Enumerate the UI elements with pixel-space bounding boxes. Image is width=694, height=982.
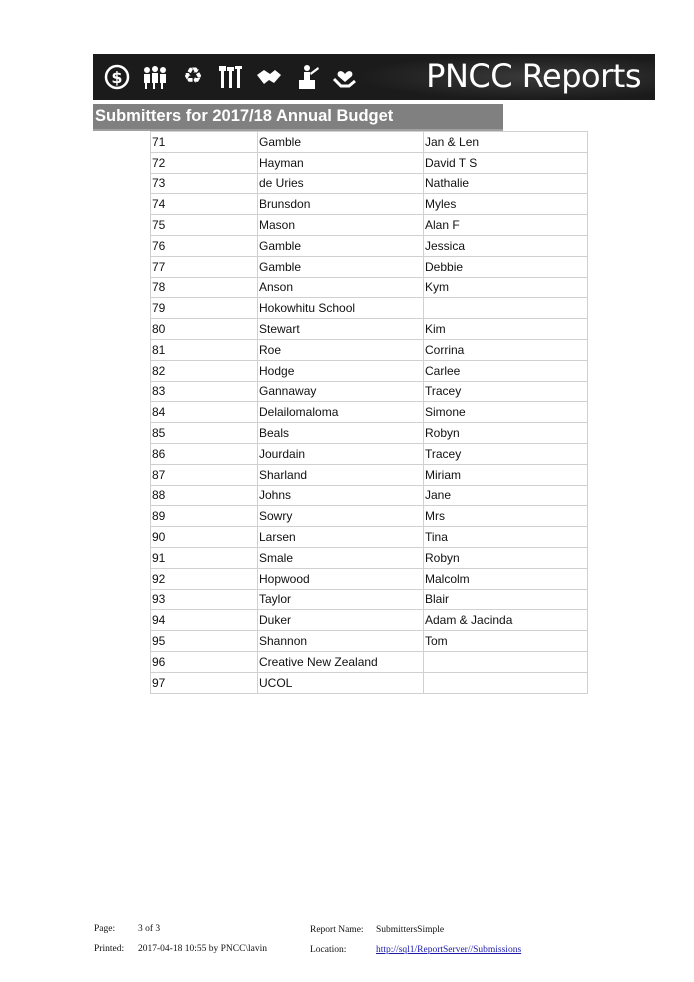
recycle-icon: ♻: [183, 64, 203, 89]
row-number: 91: [151, 547, 258, 568]
row-number: 90: [151, 527, 258, 548]
row-first-name: Jan & Len: [424, 132, 588, 153]
row-first-name: Mrs: [424, 506, 588, 527]
submitters-table-body: [151, 132, 588, 694]
tools-icon: [217, 63, 245, 91]
row-number: 76: [151, 235, 258, 256]
row-last-name: Stewart: [258, 319, 424, 340]
table-row: [151, 298, 588, 319]
row-last-name: de Uries: [258, 173, 424, 194]
table-row: [151, 256, 588, 277]
row-number: 84: [151, 402, 258, 423]
row-first-name: Myles: [424, 194, 588, 215]
table-row: [151, 215, 588, 236]
row-first-name: [424, 672, 588, 693]
table-row: [151, 402, 588, 423]
page-value: 3 of 3: [138, 924, 161, 934]
row-last-name: Gamble: [258, 256, 424, 277]
row-number: 83: [151, 381, 258, 402]
row-number: 95: [151, 631, 258, 652]
table-row: [151, 339, 588, 360]
row-last-name: Brunsdon: [258, 194, 424, 215]
row-first-name: Tina: [424, 527, 588, 548]
row-number: 88: [151, 485, 258, 506]
row-number: 87: [151, 464, 258, 485]
row-number: 89: [151, 506, 258, 527]
row-first-name: [424, 651, 588, 672]
row-first-name: Tom: [424, 631, 588, 652]
row-last-name: Delailomaloma: [258, 402, 424, 423]
row-last-name: Sharland: [258, 464, 424, 485]
table-row: [151, 235, 588, 256]
row-last-name: Hokowhitu School: [258, 298, 424, 319]
row-number: 97: [151, 672, 258, 693]
printed-value: 2017-04-18 10:55 by PNCC\lavin: [138, 944, 268, 954]
row-number: 82: [151, 360, 258, 381]
row-number: 74: [151, 194, 258, 215]
location-link[interactable]: http://sql1/ReportServer//Submissions: [376, 945, 522, 955]
reader-icon: [293, 63, 321, 91]
row-first-name: Blair: [424, 589, 588, 610]
row-number: 71: [151, 132, 258, 153]
report-footer: [94, 924, 614, 964]
table-row: [151, 506, 588, 527]
heart-hands-icon: [331, 63, 359, 91]
header-banner: [93, 54, 655, 100]
row-first-name: Tracey: [424, 381, 588, 402]
row-first-name: Tracey: [424, 443, 588, 464]
row-number: 73: [151, 173, 258, 194]
table-row: [151, 423, 588, 444]
row-number: 96: [151, 651, 258, 672]
row-last-name: Hodge: [258, 360, 424, 381]
row-last-name: Duker: [258, 610, 424, 631]
table-row: [151, 589, 588, 610]
report-title: Submitters for 2017/18 Annual Budget: [93, 104, 503, 129]
row-first-name: [424, 298, 588, 319]
svg-text:$: $: [111, 68, 123, 87]
row-first-name: Robyn: [424, 547, 588, 568]
row-last-name: Sowry: [258, 506, 424, 527]
row-number: 80: [151, 319, 258, 340]
row-last-name: Creative New Zealand: [258, 651, 424, 672]
dollar-icon: [103, 63, 131, 91]
table-row: [151, 631, 588, 652]
row-first-name: Jane: [424, 485, 588, 506]
row-last-name: UCOL: [258, 672, 424, 693]
table-row: [151, 568, 588, 589]
row-number: 92: [151, 568, 258, 589]
table-row: [151, 527, 588, 548]
table-row: [151, 319, 588, 340]
row-last-name: Larsen: [258, 527, 424, 548]
row-first-name: Malcolm: [424, 568, 588, 589]
row-number: 86: [151, 443, 258, 464]
row-number: 78: [151, 277, 258, 298]
submitters-table: [150, 131, 588, 694]
table-row: [151, 152, 588, 173]
handshake-icon: [255, 63, 283, 91]
row-first-name: Corrina: [424, 339, 588, 360]
table-row: [151, 132, 588, 153]
row-first-name: Simone: [424, 402, 588, 423]
row-number: 81: [151, 339, 258, 360]
row-first-name: Carlee: [424, 360, 588, 381]
row-number: 72: [151, 152, 258, 173]
row-first-name: David T S: [424, 152, 588, 173]
row-last-name: Gamble: [258, 132, 424, 153]
table-row: [151, 547, 588, 568]
row-number: 77: [151, 256, 258, 277]
row-first-name: Kim: [424, 319, 588, 340]
row-last-name: Smale: [258, 547, 424, 568]
row-number: 75: [151, 215, 258, 236]
row-first-name: Debbie: [424, 256, 588, 277]
row-first-name: Kym: [424, 277, 588, 298]
row-number: 85: [151, 423, 258, 444]
table-row: [151, 277, 588, 298]
row-last-name: Gamble: [258, 235, 424, 256]
row-first-name: Robyn: [424, 423, 588, 444]
printed-label: Printed:: [94, 944, 125, 954]
table-row: [151, 194, 588, 215]
table-row: [151, 610, 588, 631]
row-number: 94: [151, 610, 258, 631]
row-first-name: Nathalie: [424, 173, 588, 194]
row-last-name: Johns: [258, 485, 424, 506]
report-name-value: SubmittersSimple: [376, 925, 445, 935]
row-last-name: Hayman: [258, 152, 424, 173]
row-last-name: Hopwood: [258, 568, 424, 589]
table-row: [151, 464, 588, 485]
row-last-name: Shannon: [258, 631, 424, 652]
table-row: [151, 173, 588, 194]
row-last-name: Mason: [258, 215, 424, 236]
row-first-name: Alan F: [424, 215, 588, 236]
row-number: 93: [151, 589, 258, 610]
row-last-name: Jourdain: [258, 443, 424, 464]
page-label: Page:: [94, 924, 116, 934]
table-row: [151, 360, 588, 381]
report-name-label: Report Name:: [310, 925, 364, 935]
row-last-name: Roe: [258, 339, 424, 360]
row-last-name: Gannaway: [258, 381, 424, 402]
table-row: [151, 651, 588, 672]
table-row: [151, 443, 588, 464]
row-last-name: Taylor: [258, 589, 424, 610]
header-icon-row: [103, 63, 359, 91]
table-row: [151, 672, 588, 693]
row-first-name: Miriam: [424, 464, 588, 485]
people-icon: [141, 63, 169, 91]
table-row: [151, 485, 588, 506]
row-number: 79: [151, 298, 258, 319]
brand-title: PNCC Reports: [426, 57, 641, 95]
table-row: [151, 381, 588, 402]
row-last-name: Beals: [258, 423, 424, 444]
row-first-name: Jessica: [424, 235, 588, 256]
row-last-name: Anson: [258, 277, 424, 298]
row-first-name: Adam & Jacinda: [424, 610, 588, 631]
location-label: Location:: [310, 945, 347, 955]
